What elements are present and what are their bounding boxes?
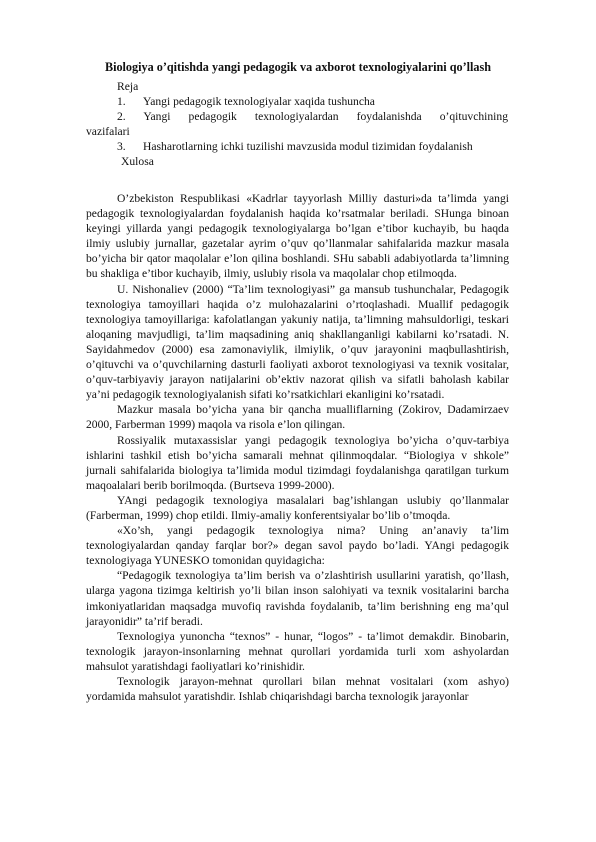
outline-conclusion: Xulosa [121,155,154,169]
document-body [86,191,509,704]
outline-item-number: 3. [117,140,126,154]
outline-item [86,139,508,154]
paragraph: «Xo’sh, yangi pedagogik texnologiya nima? Uning an’anaviy ta’lim texnologiyalardan qanday farqlar bor?» degan savol paydo bo’ladi. YAngi pedagogik texnologiyaga YUNESKO tomonidan quyidagicha: [86,524,509,568]
outline-item-number: 1. [117,95,126,109]
outline-item-text: Yangi pedagogik texnologiyalardan foydalanishda o’qituvchining [143,110,508,124]
outline-item-text: Yangi pedagogik texnologiyalar xaqida tushuncha [143,95,375,109]
paragraph: Mazkur masala bo’yicha yana bir qancha mualliflarning (Zokirov, Dadamirzaev 2000, Farberman 1999) maqola va risola e’lon qilingan. [86,403,509,432]
outline-item [86,109,508,124]
paragraph: YAngi pedagogik texnologiya masalalari bag’ishlangan uslubiy qo’llanmalar (Farberman, 1999) chop etildi. Ilmiy-amaliy konferentsiyalar bo’lib o’tmoqda. [86,493,509,522]
paragraph: Texnologiya yunoncha “texnos” - hunar, “logos” - ta’limot demakdir. Binobarin, texnologik jarayon-insonlarning mehnat qurollari yordamida turli xom ashyolardan mahsulot yaratishdagi faoliyatlari ko’rinishidir. [86,629,509,673]
outline-item-continuation: vazifalari [86,125,130,139]
outline-item-text: Hasharotlarning ichki tuzilishi mavzusida modul tizimidan foydalanish [143,140,473,154]
outline-heading: Reja [117,80,139,93]
document-title: Biologiya o’qitishda yangi pedagogik va axborot texnologiyalarini qo’llash [104,60,492,74]
outline [86,79,508,170]
paragraph: Rossiyalik mutaxassislar yangi pedagogik texnologiya bo’yicha o’quv-tarbiya ishlarini tashkil etish bo’yicha samarali mehnat qilinmoqdalar. “Biologiya v shkole” jurnali sahifalarida biologiya ta’limida modul tizimdagi foydalanishga qaratilgan turkum maqoalalari berib borilmoqda. (Burtseva 1999-2000). [86,433,509,492]
paragraph: U. Nishonaliev (2000) “Ta’lim texnologiyasi” ga mansub tushunchalar, Pedagogik texnologiya tamoyillari haqida o’z mulohazalarini o’rtoqlashadi. Muallif pedagogik texnologiya tamoyillariga: kafolatlangan yakuniy natija, ta’limning mahsuldorligi, teskari aloqaning mavjudligi, ta’lim maqsadining aniq shakllanganligi kabilarni ko’rsatadi. N. Sayidahmedov (2000) esa zamonaviylik, ilmiylik, o’quv jarayonini maqbullashtirish, o’qituvchi va o’quvchilarning dasturli faoliyati axborot texnologiyasi va texnik vositalar, o’quv-tarbiyaviy jarayon natijalarini ob’ektiv nazorat qilish va sifatli baholash kabilar ya’ni pedagogik texnologiyalanish sifati ko’rsatkichlari ekanligini ko’rsatadi. [86,282,509,402]
paragraph: Texnologik jarayon-mehnat qurollari bilan mehnat vositalari (xom ashyo) yordamida mahsulot yaratishdir. Ishlab chiqarishdagi barcha texnologik jarayonlar [86,675,509,704]
outline-item-number: 2. [117,110,126,124]
paragraph: O’zbekiston Respublikasi «Kadrlar tayyorlash Milliy dasturi»da ta’limda yangi pedagogik texnologiyalardan foydalanish haqida ko’rsatmalar beriladi. SHunga binoan keyingi yillarda yangi pedagogik texnologiyalarga bo’lgan e’tibor kuchayib, bu haqda ilmiy uslubiy jurnallar, gazetalar ayrim o’quv qo’llanmalar sahifalarida mazkur masala bo’yicha bir qator maqolalar e’lon qilina boshlandi. SHu sababli adabiyotlarda ta’limning bu shakliga e’tibor kuchayib, ilmiy, uslubiy risola va maqolalar chop etilmoqda. [86,192,509,281]
paragraph: “Pedagogik texnologiya ta’lim berish va o’zlashtirish usullarini yaratish, qo’llash, ularga yagona tizimga keltirish yo’li bilan inson salohiyati va texnik vositalarini barcha imkoniyatlaridan maqsadga muvofiq ravishda foydalanib, ta’lim berishning eng ma’qul jarayonidir” ta’rif beradi. [86,569,509,628]
outline-item [86,94,508,109]
